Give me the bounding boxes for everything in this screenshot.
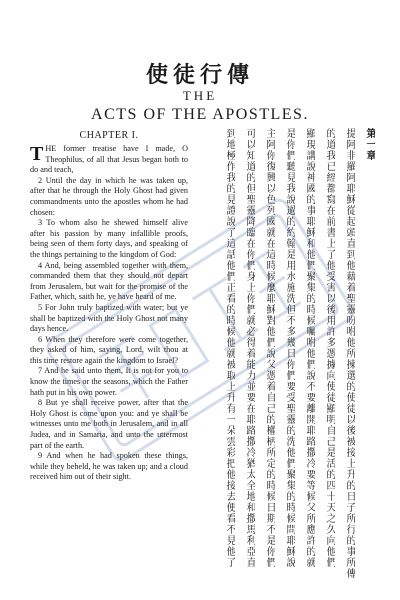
verse-1 [30,144,188,176]
chinese-line: 的道我已經都寫在前書上了他受害以後用許多憑據向使徒顯明自己是活的四十天之久向他們 [324,128,335,568]
drop-cap: T [30,143,44,165]
verse-2: 2 Until the day in which he was taken up, after that he through the Holy Ghost had given commandments unto the apostles whom he had chosen: [30,175,188,217]
verse-4: 4 And, being assembled together with them, commanded them that they should not depart from Jerusalem, but wait for the promise of the Father, which, saith he, ye have heard of me. [30,260,188,302]
chinese-line: 可以知道的但聖靈降臨在你們身上你們就必得着能力並要在耶路撒冷猶太全地和撒馬利亞直 [244,128,255,568]
english-book-title: ACTS OF THE APOSTLES. [91,106,309,123]
english-verses [30,144,188,483]
verse-5: 5 For John truly baptized with water; but ye shall be baptized with the Holy Ghost not many days hence. [30,302,188,334]
verse-7: 7 And he said unto them, It is not for you to know the times or the seasons, which the Father hath put in his own power. [30,366,188,397]
chinese-column [197,128,375,596]
english-chapter-heading: CHAPTER I. [79,130,139,141]
verse-9: 9 And when he had spoken these things, while they beheld, he was taken up; and a cloud received him out of their sight. [30,451,188,482]
chinese-chapter-heading: 第一章 [364,128,375,161]
verse-6: 6 When they therefore were come together, they asked of him, saying, Lord, wilt thou at this time restore again the kingdom to Israel? [30,334,188,365]
verse-8: 8 But ye shall receive power, after that the Holy Ghost is come upon you: and ye shall be witnesses unto me both in Jerusalem, and in all Judea, and in Samaria, and unto the uttermost part of the earth. [30,398,188,450]
verse-1-text: HE former treatise have I made, O Theophilus, of all that Jesus began both to do and teach, [30,144,188,175]
chinese-line: 到地極作我的見證說了這話他們正看的時候他就被取上升有一朵雲彩把他接去便看不見他了 [224,128,235,568]
chinese-line: 顯現講說神國的事耶穌和他們聚集的時候囑咐他們說不要離開耶路撒冷要等候父所應許的就 [304,128,315,568]
chinese-line: 是你們聽見我說過的約翰是用水施洗但不多幾日你們要受聖靈的洗他們聚集的時候問耶穌說 [284,128,295,568]
verse-3: 3 To whom also he shewed himself alive after his passion by many infallible proofs, being seen of them forty days, and speaking of the things pertaining to the kingdom of God: [30,218,188,259]
chinese-line: 主阿你復興以色列國就在這時候麼耶穌對他們說父憑着自己的權柄所定的時候日期不是你們 [264,128,275,568]
chinese-book-title: 使徒行傳 [145,62,254,88]
english-column [30,130,188,600]
chinese-line: 提阿非羅阿耶穌從起頭直到他藉着聖靈吩咐他所揀選的使徒以後被接上升的日子所行的事所傳 [344,128,355,579]
english-title-article: THE [182,88,218,103]
